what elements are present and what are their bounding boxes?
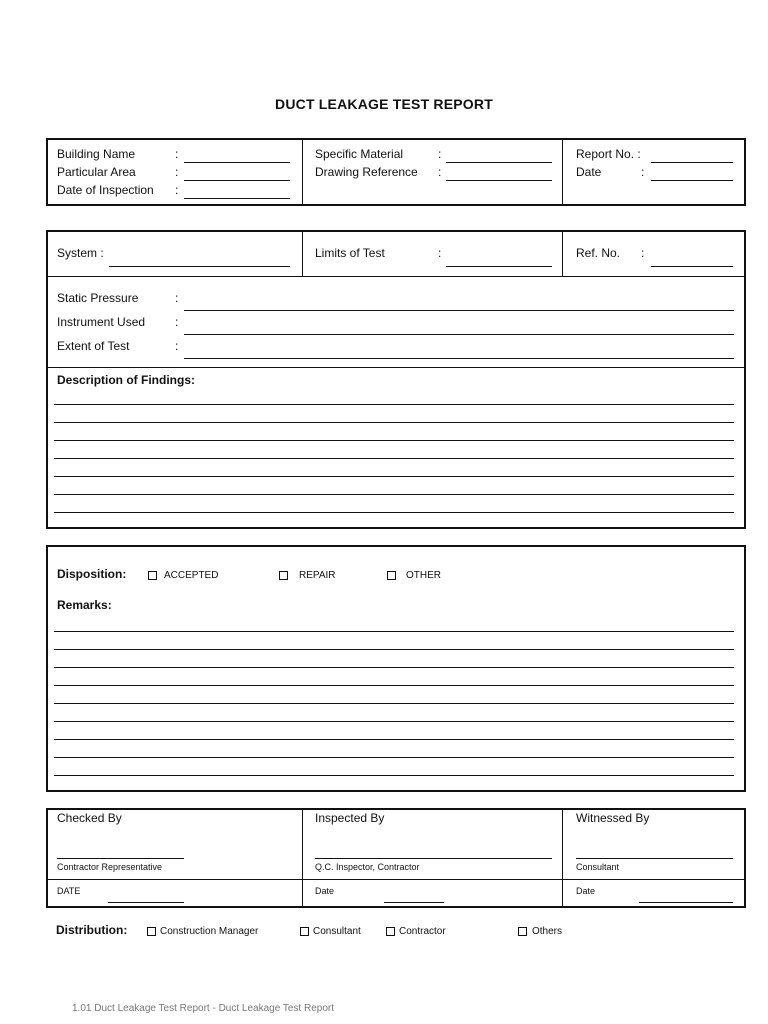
contractor-checkbox[interactable]	[386, 927, 395, 936]
drawing-reference-field[interactable]	[446, 180, 552, 181]
instrument-used-field[interactable]	[184, 334, 734, 335]
description-of-findings-label: Description of Findings:	[57, 373, 195, 387]
findings-line[interactable]	[54, 458, 734, 459]
test-details-box: System : Limits of Test : Ref. No. : Static Pressure : Instrument Used : Extent of Test : Description of Findings:	[46, 230, 746, 529]
witnessed-date-label: Date	[576, 886, 596, 896]
extent-of-test-label: Extent of Test	[57, 339, 130, 353]
findings-line[interactable]	[54, 404, 734, 405]
consultant-checkbox[interactable]	[300, 927, 309, 936]
contractor-option-label: Contractor	[399, 926, 446, 937]
remarks-line[interactable]	[54, 739, 734, 740]
remarks-line[interactable]	[54, 631, 734, 632]
report-title: DUCT LEAKAGE TEST REPORT	[275, 96, 493, 112]
drawing-reference-label: Drawing Reference	[315, 165, 418, 179]
other-checkbox[interactable]	[387, 571, 396, 580]
page-footer: 1.01 Duct Leakage Test Report - Duct Leakage Test Report	[72, 1003, 335, 1014]
header-info-box: Building Name : Particular Area : Date of Inspection : Specific Material : Drawing Reference : Report No. : Date :	[46, 138, 746, 206]
construction-manager-label: Construction Manager	[160, 926, 259, 937]
particular-area-label: Particular Area	[57, 165, 136, 179]
building-name-field[interactable]	[184, 162, 290, 163]
witnessed-by-label: Witnessed By	[576, 811, 650, 825]
qc-inspector-label: Q.C. Inspector, Contractor	[315, 862, 420, 872]
others-checkbox[interactable]	[518, 927, 527, 936]
findings-line[interactable]	[54, 512, 734, 513]
building-name-label: Building Name	[57, 147, 136, 161]
specific-material-label: Specific Material	[315, 147, 404, 161]
date-of-inspection-label: Date of Inspection	[57, 183, 154, 197]
checked-by-label: Checked By	[57, 811, 122, 825]
accepted-checkbox[interactable]	[148, 571, 157, 580]
accepted-option-label: ACCEPTED	[164, 570, 219, 581]
findings-line[interactable]	[54, 476, 734, 477]
findings-line[interactable]	[54, 422, 734, 423]
remarks-label: Remarks:	[57, 598, 112, 612]
inspected-by-signature-field[interactable]	[315, 858, 552, 859]
report-no-label: Report No. :	[576, 147, 641, 161]
remarks-line[interactable]	[54, 775, 734, 776]
limits-of-test-label: Limits of Test	[315, 246, 385, 260]
report-no-field[interactable]	[651, 162, 733, 163]
contractor-representative-label: Contractor Representative	[57, 862, 163, 872]
distribution-label: Distribution:	[56, 923, 128, 937]
repair-option-label: REPAIR	[299, 570, 336, 581]
system-label: System :	[57, 246, 104, 260]
checked-date-label: DATE	[57, 886, 81, 896]
date-label: Date	[576, 165, 602, 179]
findings-line[interactable]	[54, 440, 734, 441]
ref-no-label: Ref. No.	[576, 246, 621, 260]
disposition-label: Disposition:	[57, 567, 127, 581]
date-field[interactable]	[651, 180, 733, 181]
extent-of-test-field[interactable]	[184, 358, 734, 359]
inspected-date-label: Date	[315, 886, 335, 896]
remarks-line[interactable]	[54, 757, 734, 758]
consultant-label: Consultant	[576, 862, 620, 872]
ref-no-field[interactable]	[651, 266, 733, 267]
remarks-line[interactable]	[54, 721, 734, 722]
repair-checkbox[interactable]	[279, 571, 288, 580]
instrument-used-label: Instrument Used	[57, 315, 146, 329]
remarks-line[interactable]	[54, 649, 734, 650]
witnessed-by-signature-field[interactable]	[576, 858, 733, 859]
specific-material-field[interactable]	[446, 162, 552, 163]
consultant-option-label: Consultant	[313, 926, 361, 937]
system-field[interactable]	[109, 266, 290, 267]
remarks-line[interactable]	[54, 685, 734, 686]
inspected-date-field[interactable]	[384, 902, 444, 903]
remarks-line[interactable]	[54, 703, 734, 704]
particular-area-field[interactable]	[184, 180, 290, 181]
others-option-label: Others	[532, 926, 563, 937]
static-pressure-field[interactable]	[184, 310, 734, 311]
checked-by-signature-field[interactable]	[57, 858, 184, 859]
disposition-box	[46, 545, 746, 792]
date-of-inspection-field[interactable]	[184, 198, 290, 199]
other-option-label: OTHER	[406, 570, 441, 581]
findings-line[interactable]	[54, 494, 734, 495]
construction-manager-checkbox[interactable]	[147, 927, 156, 936]
static-pressure-label: Static Pressure	[57, 291, 139, 305]
signatures-box	[46, 808, 746, 908]
inspected-by-label: Inspected By	[315, 811, 385, 825]
remarks-line[interactable]	[54, 667, 734, 668]
limits-of-test-field[interactable]	[446, 266, 552, 267]
checked-date-field[interactable]	[108, 902, 184, 903]
witnessed-date-field[interactable]	[639, 902, 733, 903]
